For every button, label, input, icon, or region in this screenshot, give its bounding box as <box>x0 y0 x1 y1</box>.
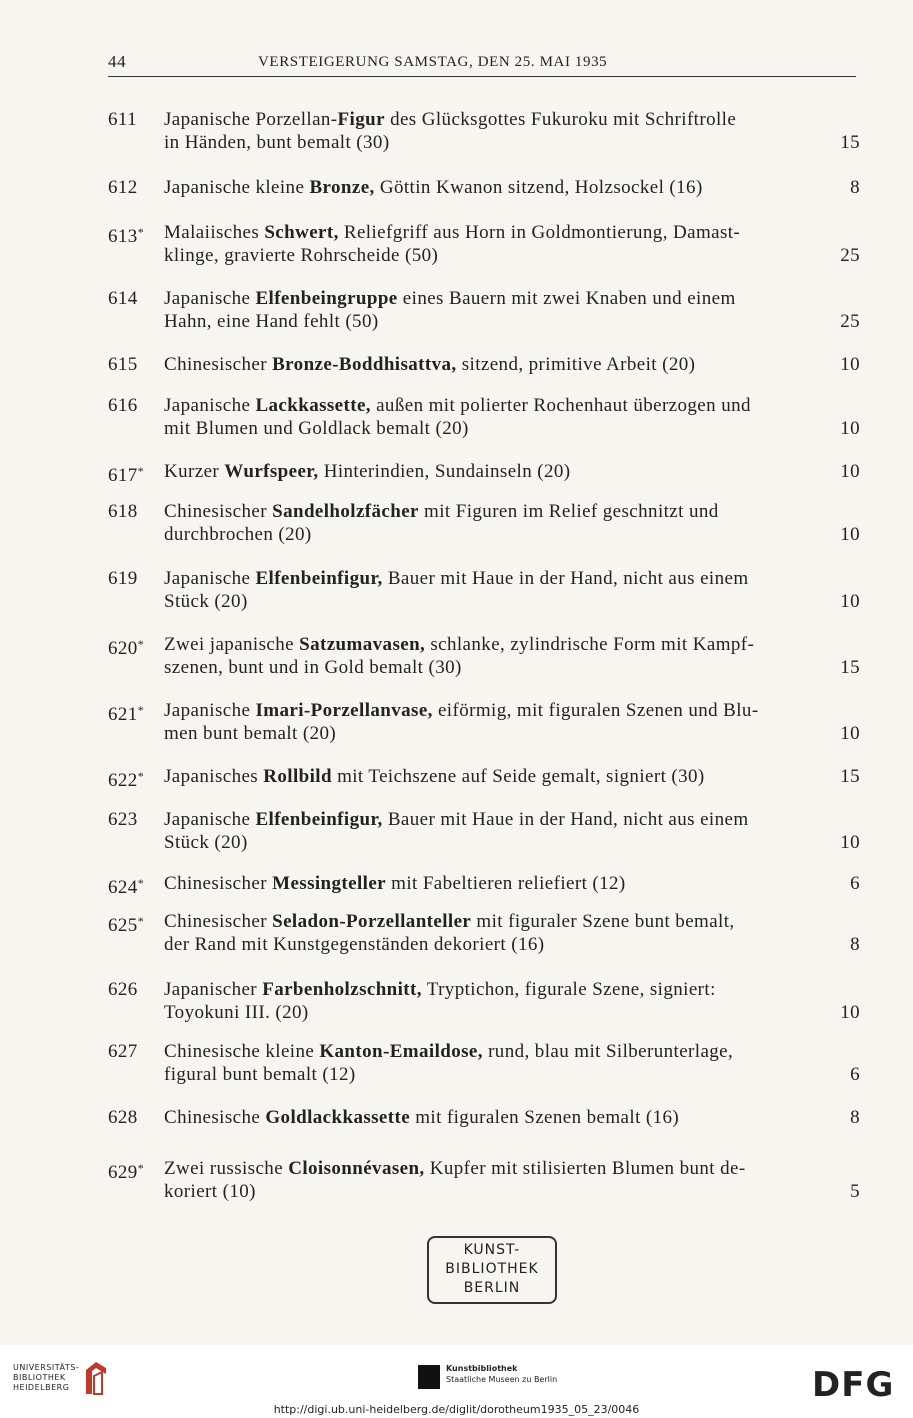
lot-line: Hahn, eine Hand fehlt (50) <box>164 311 379 332</box>
lot-star: * <box>137 876 145 890</box>
permalink[interactable]: http://digi.ub.uni-heidelberg.de/diglit/dorotheum1935_05_23/0046 <box>273 1403 640 1416</box>
lot-keyword: Sandelholzfächer <box>272 501 419 522</box>
stamp-line: BERLIN <box>463 1280 521 1296</box>
uni-line: BIBLIOTHEK <box>13 1373 66 1382</box>
lot-keyword: Cloisonnévasen, <box>288 1158 425 1179</box>
lot-description <box>164 910 860 956</box>
lot-estimate: 10 <box>840 832 860 853</box>
lot-entry <box>108 176 860 199</box>
lot-line: koriert (10) <box>164 1181 256 1202</box>
lot-description <box>164 353 860 376</box>
university-library-label <box>13 1363 79 1393</box>
lot-star: * <box>137 769 145 783</box>
lot-entry <box>108 567 860 613</box>
lot-number: 627 <box>108 1041 138 1062</box>
lot-keyword: Elfenbeinfigur, <box>255 568 383 589</box>
lot-line: Kurzer Wurfspeer, Hinterindien, Sundainseln (20) <box>164 461 571 482</box>
lot-entry <box>108 500 860 546</box>
lot-number: 622* <box>108 769 145 791</box>
running-title: VERSTEIGERUNG SAMSTAG, DEN 25. MAI 1935 <box>258 54 608 70</box>
lot-line: Stück (20) <box>164 832 248 853</box>
lot-number: 612 <box>108 177 138 198</box>
stamp-line: BIBLIOTHEK <box>445 1261 539 1277</box>
lot-estimate: 10 <box>840 461 860 482</box>
lot-estimate: 8 <box>850 177 860 198</box>
lot-keyword: Elfenbeinfigur, <box>255 809 383 830</box>
lot-star: * <box>137 637 145 651</box>
lot-line: szenen, bunt und in Gold bemalt (30) <box>164 657 462 678</box>
lot-keyword: Goldlackkassette <box>265 1107 411 1128</box>
lot-description <box>164 176 860 199</box>
lot-keyword: Rollbild <box>263 766 332 787</box>
lot-line: Toyokuni III. (20) <box>164 1002 309 1023</box>
lot-keyword: Satzumavasen, <box>299 634 426 655</box>
lot-line: Zwei japanische Satzumavasen, schlanke, zylindrische Form mit Kampf- <box>164 634 755 655</box>
kb-line: Staatliche Museen zu Berlin <box>446 1375 558 1384</box>
lot-entry <box>108 1106 860 1129</box>
lot-number: 614 <box>108 288 138 309</box>
digitization-footer <box>0 1345 913 1418</box>
lot-description <box>164 1157 860 1203</box>
lot-estimate: 6 <box>850 1064 860 1085</box>
lot-number: 617* <box>108 464 145 486</box>
lot-entry <box>108 872 860 898</box>
lot-description <box>164 699 860 745</box>
lot-number: 623 <box>108 809 138 830</box>
lot-line: Zwei russische Cloisonnévasen, Kupfer mit stilisierten Blumen bunt de- <box>164 1158 746 1179</box>
lot-number: 615 <box>108 354 138 375</box>
lot-number: 618 <box>108 501 138 522</box>
lot-line: men bunt bemalt (20) <box>164 723 337 744</box>
lot-entry <box>108 633 860 679</box>
header-rule <box>108 76 856 77</box>
lot-estimate: 10 <box>840 591 860 612</box>
lot-entry <box>108 765 860 791</box>
lot-entry <box>108 1157 860 1203</box>
lot-entry <box>108 460 860 486</box>
lot-number: 625* <box>108 914 145 936</box>
lot-description <box>164 872 860 895</box>
page-number: 44 <box>108 52 127 71</box>
lot-keyword: Figur <box>337 109 385 130</box>
lot-number: 626 <box>108 979 138 1000</box>
lot-description <box>164 633 860 679</box>
lot-entry <box>108 978 860 1024</box>
lot-star: * <box>137 1161 145 1175</box>
lot-estimate: 10 <box>840 354 860 375</box>
lot-line: mit Blumen und Goldlack bemalt (20) <box>164 418 469 439</box>
lot-estimate: 25 <box>840 245 860 266</box>
lot-estimate: 15 <box>840 657 860 678</box>
lot-estimate: 15 <box>840 132 860 153</box>
lot-line: Japanisches Rollbild mit Teichszene auf Seide gemalt, signiert (30) <box>164 766 705 787</box>
lot-number: 620* <box>108 637 145 659</box>
lot-number: 613* <box>108 225 145 247</box>
lot-keyword: Kanton-Emaildose, <box>319 1041 483 1062</box>
lot-keyword: Lackkassette, <box>255 395 371 416</box>
lot-estimate: 10 <box>840 723 860 744</box>
uni-line: UNIVERSITÄTS- <box>13 1363 80 1372</box>
lot-description <box>164 808 860 854</box>
lot-keyword: Schwert, <box>264 222 339 243</box>
lot-entry <box>108 910 860 956</box>
lot-line: klinge, gravierte Rohrscheide (50) <box>164 245 439 266</box>
library-stamp <box>427 1236 557 1304</box>
lot-star: * <box>137 703 145 717</box>
lot-description <box>164 108 860 154</box>
lot-number: 629* <box>108 1161 145 1183</box>
lot-estimate: 10 <box>840 1002 860 1023</box>
lot-line: Chinesischer Sandelholzfächer mit Figuren im Relief geschnitzt und <box>164 501 719 522</box>
lot-keyword: Imari-Porzellanvase, <box>255 700 433 721</box>
lot-estimate: 10 <box>840 418 860 439</box>
lot-line: Japanische Elfenbeinfigur, Bauer mit Haue in der Hand, nicht aus einem <box>164 809 749 830</box>
lot-line: Japanische Porzellan-Figur des Glücksgottes Fukuroku mit Schriftrolle <box>164 109 737 130</box>
dfg-logo: DFG <box>812 1365 895 1405</box>
lot-keyword: Bronze-Boddhisattva, <box>272 354 457 375</box>
lot-line: Japanische Lackkassette, außen mit polierter Rochenhaut überzogen und <box>164 395 751 416</box>
lot-star: * <box>137 225 145 239</box>
lot-line: Japanische Imari-Porzellanvase, eiförmig, mit figuralen Szenen und Blu- <box>164 700 759 721</box>
lot-description <box>164 978 860 1024</box>
lot-description <box>164 1040 860 1086</box>
lot-estimate: 5 <box>850 1181 860 1202</box>
lot-number: 611 <box>108 109 137 130</box>
lot-entry <box>108 699 860 745</box>
lot-line: durchbrochen (20) <box>164 524 312 545</box>
lot-keyword: Messingteller <box>272 873 386 894</box>
lot-number: 619 <box>108 568 138 589</box>
lot-number: 616 <box>108 395 138 416</box>
kb-line: Kunstbibliothek <box>446 1364 518 1373</box>
lot-number: 628 <box>108 1107 138 1128</box>
lot-line: der Rand mit Kunstgegenständen dekoriert (16) <box>164 934 545 955</box>
lot-description <box>164 765 860 788</box>
lot-entry <box>108 287 860 333</box>
lot-line: Japanische Elfenbeinfigur, Bauer mit Haue in der Hand, nicht aus einem <box>164 568 749 589</box>
lot-estimate: 8 <box>850 1107 860 1128</box>
stamp-line: KUNST- <box>463 1242 521 1258</box>
page-header <box>108 52 856 78</box>
lot-keyword: Bronze, <box>309 177 375 198</box>
lot-line: Chinesischer Bronze-Boddhisattva, sitzend, primitive Arbeit (20) <box>164 354 696 375</box>
lot-estimate: 10 <box>840 524 860 545</box>
lot-description <box>164 287 860 333</box>
lot-line: Japanischer Farbenholzschnitt, Tryptichon, figurale Szene, signiert: <box>164 979 716 1000</box>
lot-entry <box>108 394 860 440</box>
lot-description <box>164 221 860 267</box>
lot-entry <box>108 808 860 854</box>
lot-entry <box>108 108 860 154</box>
lot-line: Chinesischer Seladon-Porzellanteller mit figuraler Szene bunt bemalt, <box>164 911 735 932</box>
lot-entry <box>108 221 860 267</box>
lot-estimate: 15 <box>840 766 860 787</box>
lot-line: Chinesischer Messingteller mit Fabeltieren reliefiert (12) <box>164 873 626 894</box>
lot-description <box>164 1106 860 1129</box>
lot-description <box>164 567 860 613</box>
uni-line: HEIDELBERG <box>13 1383 70 1392</box>
lot-estimate: 25 <box>840 311 860 332</box>
lot-star: * <box>137 914 145 928</box>
lot-description <box>164 500 860 546</box>
lot-line: Japanische kleine Bronze, Göttin Kwanon sitzend, Holzsockel (16) <box>164 177 703 198</box>
lot-description <box>164 394 860 440</box>
lot-entry <box>108 1040 860 1086</box>
lot-keyword: Wurfspeer, <box>224 461 319 482</box>
lot-line: Malaiisches Schwert, Reliefgriff aus Horn in Goldmontierung, Damast- <box>164 222 741 243</box>
lot-description <box>164 460 860 483</box>
lot-line: figural bunt bemalt (12) <box>164 1064 356 1085</box>
lot-line: Chinesische kleine Kanton-Emaildose, rund, blau mit Silberunterlage, <box>164 1041 734 1062</box>
lot-keyword: Seladon-Porzellanteller <box>272 911 472 932</box>
lot-entry <box>108 353 860 376</box>
university-logo-icon <box>82 1360 108 1398</box>
lot-keyword: Farbenholzschnitt, <box>262 979 422 1000</box>
lot-line: Japanische Elfenbeingruppe eines Bauern mit zwei Knaben und einem <box>164 288 736 309</box>
lot-line: Chinesische Goldlackkassette mit figuralen Szenen bemalt (16) <box>164 1107 680 1128</box>
lot-line: Stück (20) <box>164 591 248 612</box>
kunstbibliothek-logo-icon <box>418 1365 440 1389</box>
lot-line: in Händen, bunt bemalt (30) <box>164 132 390 153</box>
lot-number: 621* <box>108 703 145 725</box>
lot-keyword: Elfenbeingruppe <box>255 288 398 309</box>
lot-star: * <box>137 464 145 478</box>
lot-number: 624* <box>108 876 145 898</box>
lot-estimate: 8 <box>850 934 860 955</box>
kunstbibliothek-label <box>446 1363 557 1385</box>
lot-estimate: 6 <box>850 873 860 894</box>
